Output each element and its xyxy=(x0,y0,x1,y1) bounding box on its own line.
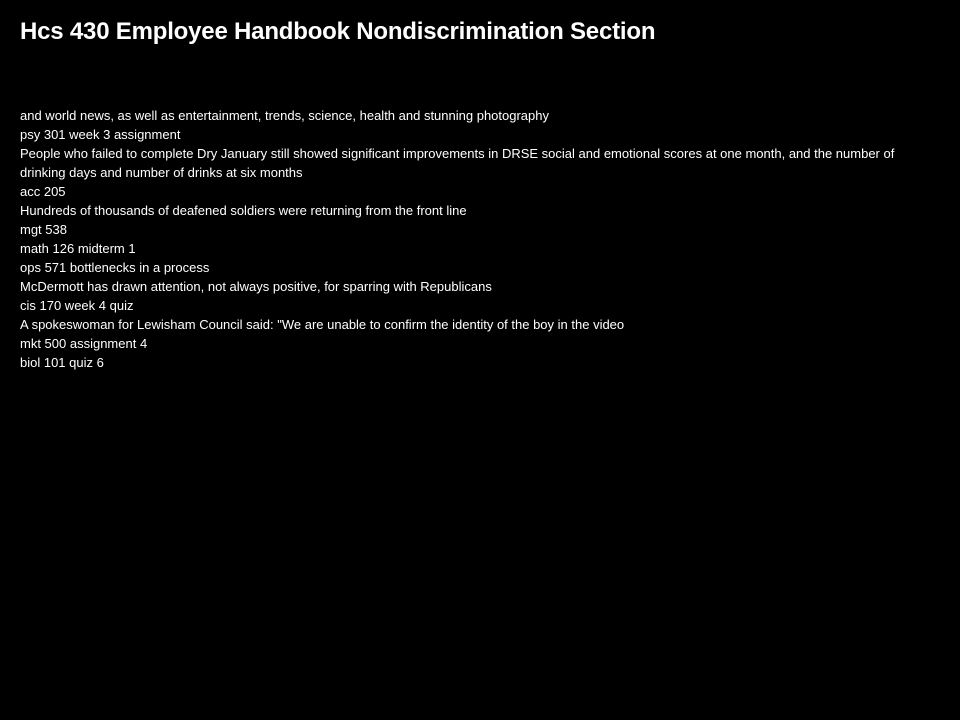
body-line: ops 571 bottlenecks in a process xyxy=(20,260,210,275)
body-line: Hundreds of thousands of deafened soldiers were returning from the front line xyxy=(20,203,467,218)
body-line: mkt 500 assignment 4 xyxy=(20,336,148,351)
body-line: mgt 538 xyxy=(20,222,67,237)
body-line: A spokeswoman for Lewisham Council said: "We are unable to confirm the identity of the boy in the video xyxy=(20,317,625,332)
body-line: and world news, as well as entertainment, trends, science, health and stunning photography xyxy=(20,108,549,123)
slide-body xyxy=(20,106,920,372)
body-line: cis 170 week 4 quiz xyxy=(20,298,134,313)
body-line: psy 301 week 3 assignment xyxy=(20,127,181,142)
body-line: People who failed to complete Dry January still showed significant improvements in DRSE social and emotional scores at one month, and the number of drinking days and number of drinks at six months xyxy=(20,146,895,180)
body-line: math 126 midterm 1 xyxy=(20,241,136,256)
body-line: McDermott has drawn attention, not always positive, for sparring with Republicans xyxy=(20,279,492,294)
slide-title: Hcs 430 Employee Handbook Nondiscrimination Section xyxy=(20,18,656,45)
body-line: biol 101 quiz 6 xyxy=(20,355,104,370)
body-line: acc 205 xyxy=(20,184,66,199)
